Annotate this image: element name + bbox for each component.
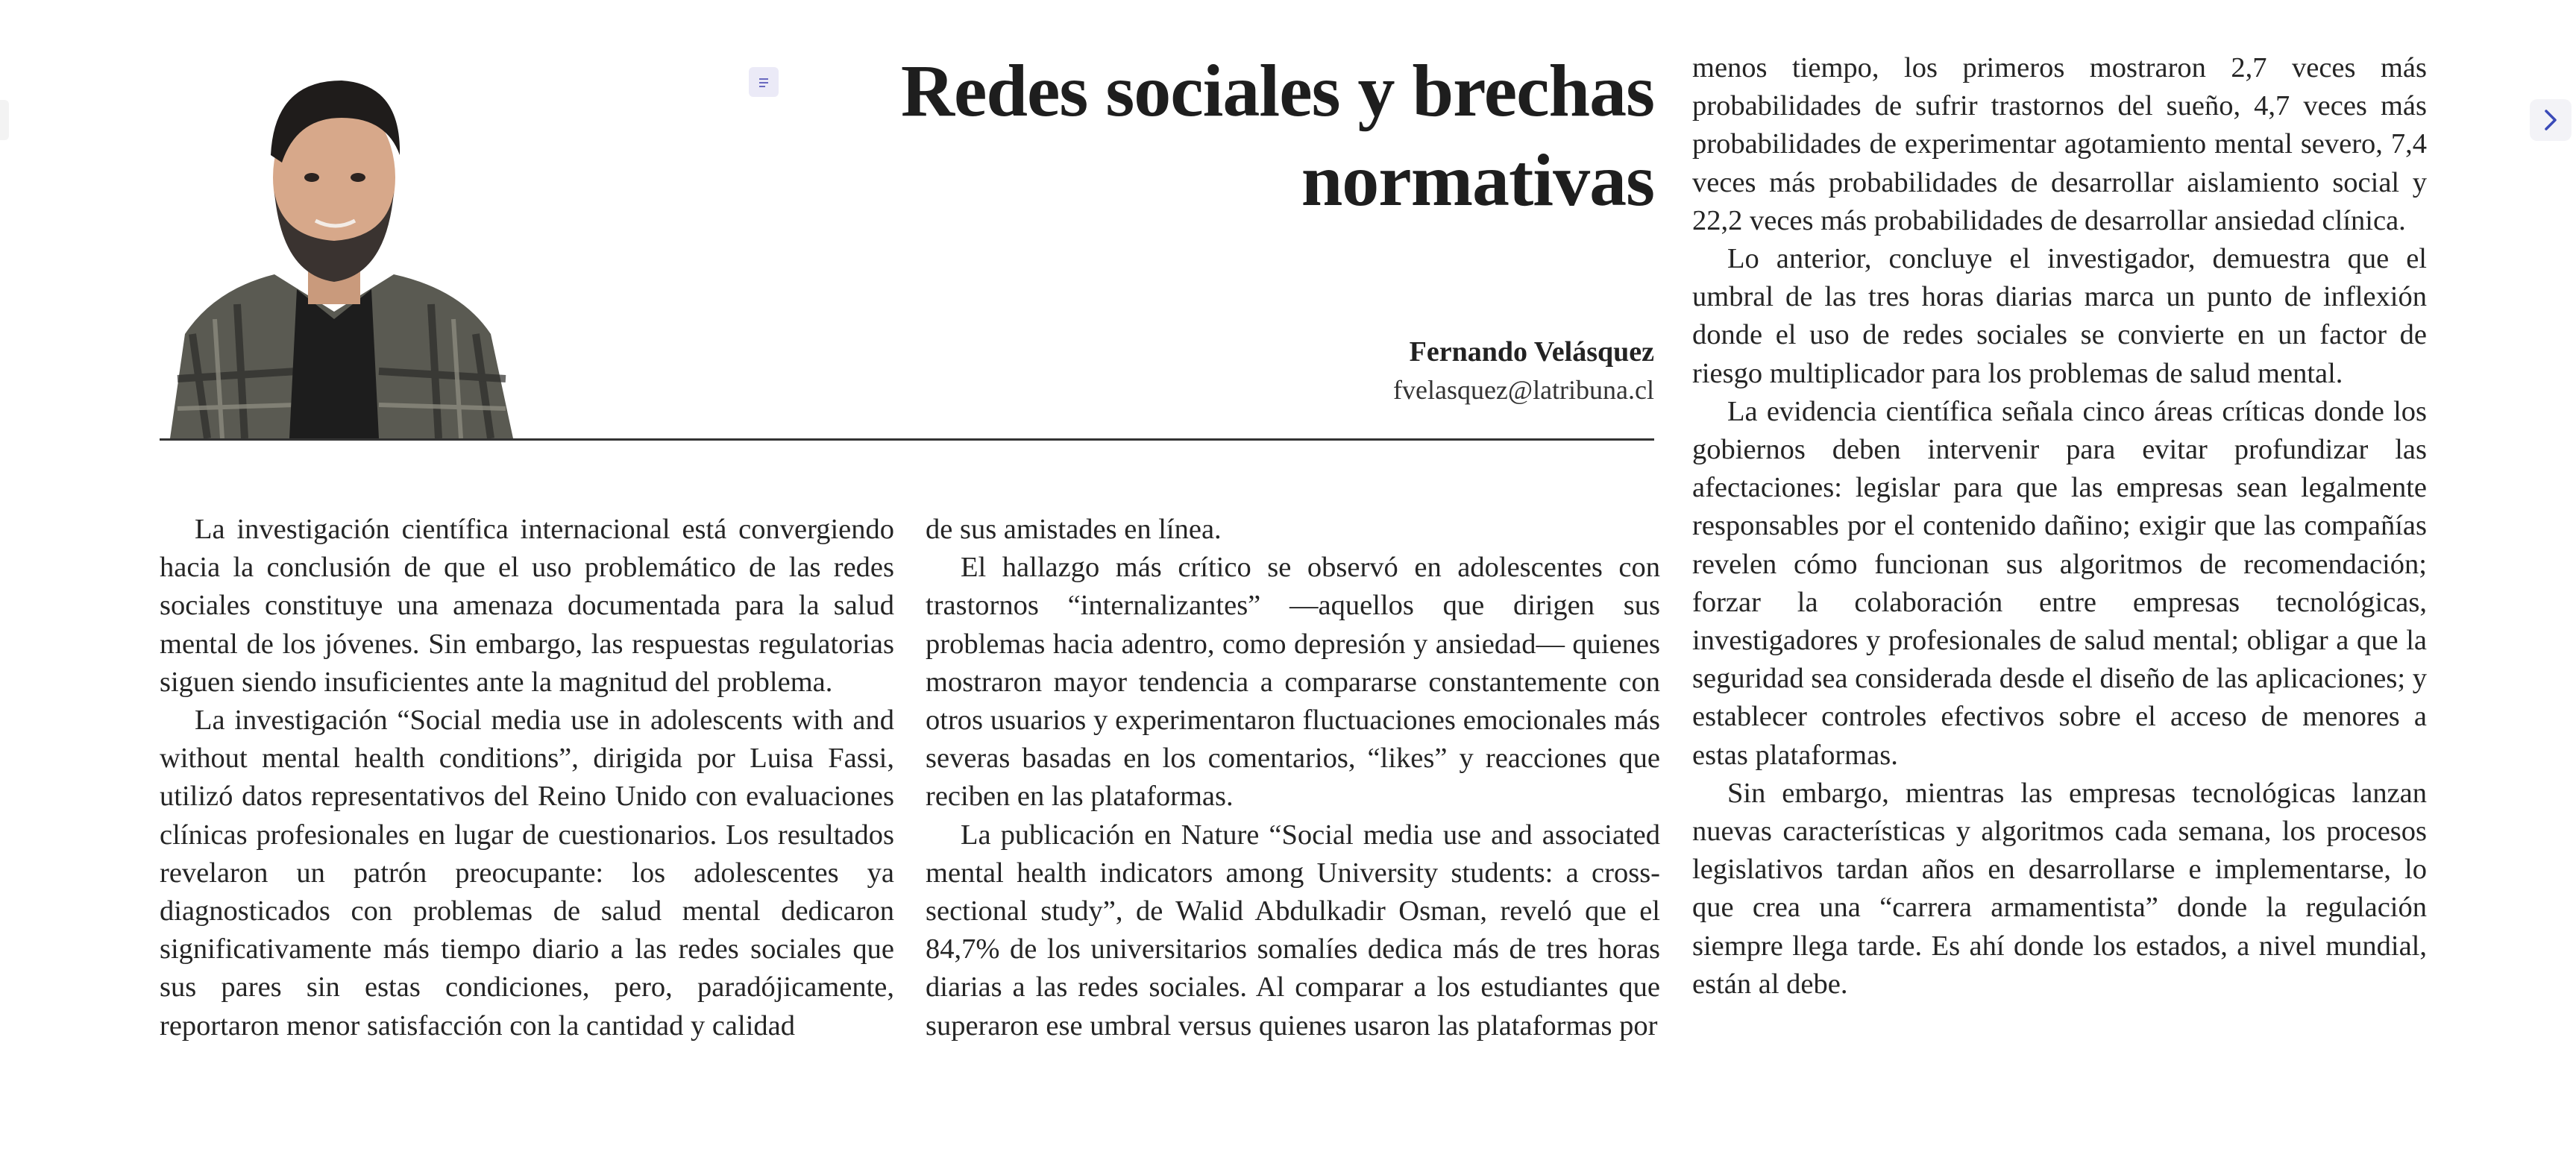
author-photo — [163, 66, 513, 438]
paragraph: menos tiempo, los primeros mostraron 2,7 veces más probabilidades de sufrir trastornos del sueño, 4,7 veces más probabilidades de experimentar agotamiento mental severo, 7,4 veces más probabilidades de desarrollar aislamiento social y 22,2 veces más probabilidades de desarrollar ansiedad clínica. — [1692, 52, 2427, 236]
paragraph: Lo anterior, concluye el investigador, demuestra que el umbral de las tres horas diarias marca un punto de inflexión donde el uso de redes sociales se convierte en un factor de riesgo multiplicador para los problemas de salud mental. — [1692, 243, 2427, 389]
article-title-line-1: Redes sociales y brechas — [900, 49, 1654, 132]
previous-page-handle[interactable] — [0, 100, 9, 140]
paragraph: La investigación “Social media use in adolescents with and without mental health conditions”, dirigida por Luisa Fassi, utilizó datos representativos del Reino Unido con evaluaciones clínicas profesionales en lugar de cuestionarios. Los resultados revelaron un patrón preocupante: los adolescentes ya diagnosticados con problemas de salud mental dedicaron significativamente más tiempo diario a las redes sociales que sus pares sin estas condiciones, pero, paradójicamente, reportaron menor satisfacción con la cantidad y calidad — [160, 705, 894, 1042]
article-title-line-2: normativas — [1301, 139, 1654, 221]
author-name: Fernando Velásquez — [1409, 336, 1654, 368]
paragraph: La evidencia científica señala cinco áreas críticas donde los gobiernos deben intervenir para evitar profundizar las afectaciones: legislar para que las empresas sean legalmente responsables por el contenido dañino; exigir que las compañías revelen cómo funcionan sus algoritmos de recomendación; forzar la colaboración entre empresas tecnológicas, investigadores y profesionales de salud mental; obligar a que la seguridad sea considerada desde el diseño de las aplicaciones; y establecer controles efectivos sobre el acceso de menores a estas plataformas. — [1692, 395, 2427, 771]
paragraph: La publicación en Nature “Social media use and associated mental health indicators among University students: a cross-sectional study”, de Walid Abdulkadir Osman, reveló que el 84,7% de los universitarios somalíes dedica más de tres horas diarias a las redes sociales. Al comparar a los estudiantes que superaron ese umbral versus quienes usaron las plataformas por — [926, 819, 1660, 1042]
article-title — [797, 46, 1654, 225]
paragraph: Sin embargo, mientras las empresas tecnológicas lanzan nuevas características y algoritmos cada semana, los procesos legislativos tardan años en desarrollarse e implementarse, lo que crea una “carrera armamentista” donde la regulación siempre llega tarde. Es ahí donde los estados, a nivel mundial, están al debe. — [1692, 777, 2427, 1000]
paragraph: La investigación científica internacional está convergiendo hacia la conclusión de que el uso problemático de las redes sociales constituye una amenaza documentada para la salud mental de los jóvenes. Sin embargo, las respuestas regulatorias siguen siendo insuficientes ante la magnitud del problema. — [160, 514, 894, 698]
note-icon[interactable] — [749, 67, 779, 97]
article-column-3 — [1692, 49, 2427, 1004]
paragraph: El hallazgo más crítico se observó en adolescentes con trastornos “internalizantes” —aquellos que dirigen sus problemas hacia adentro, como depresión y ansiedad— quienes mostraron mayor tendencia a compararse constantemente con otros usuarios y experimentaron fluctuaciones emocionales más severas basadas en los comentarios, “likes” y reacciones que reciben en las plataformas. — [926, 552, 1660, 813]
chevron-right-icon — [2538, 107, 2563, 133]
article-column-2 — [926, 511, 1660, 1045]
header-divider — [160, 438, 1654, 441]
paragraph: de sus amistades en línea. — [926, 514, 1222, 545]
author-email: fvelasquez@latribuna.cl — [1393, 375, 1654, 405]
next-page-button[interactable] — [2530, 99, 2572, 141]
article-column-1 — [160, 511, 894, 1045]
